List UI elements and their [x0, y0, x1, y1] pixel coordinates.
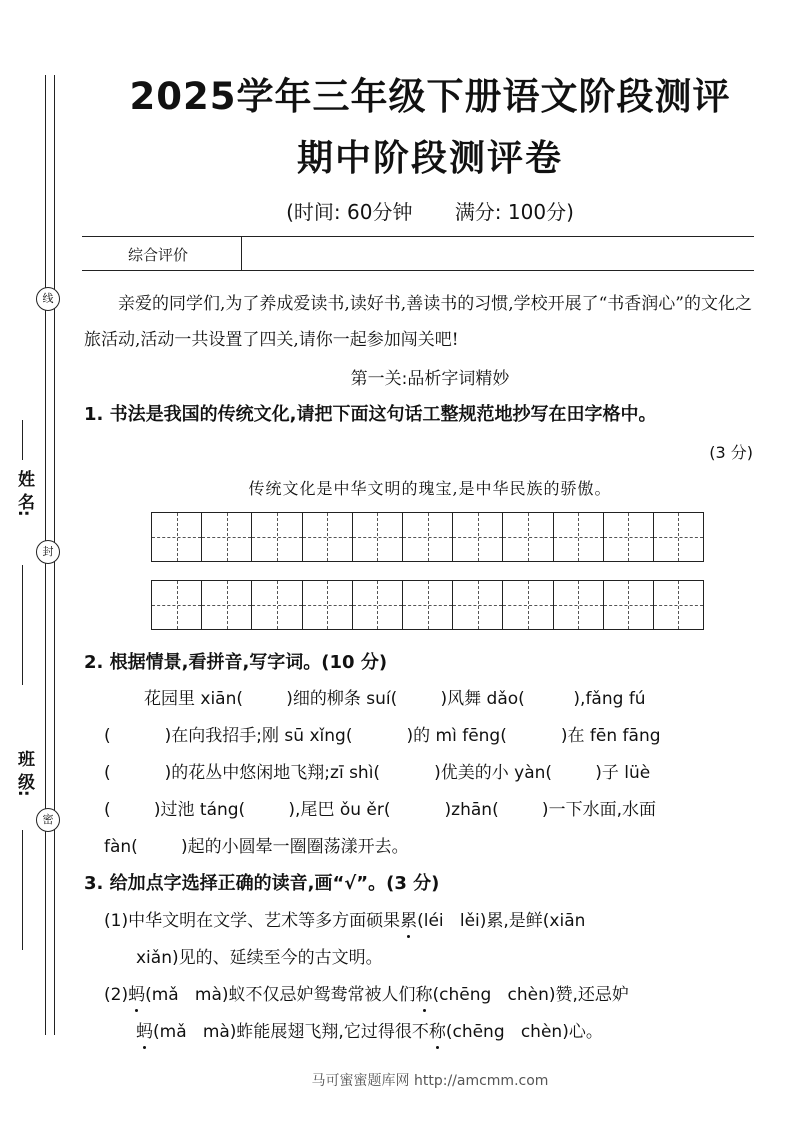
- tianzige-cell[interactable]: [654, 513, 703, 561]
- seal-mark-top: 线: [36, 287, 60, 311]
- seal-mark-middle: 封: [36, 540, 60, 564]
- exam-subtitle: 期中阶段测评卷: [296, 138, 563, 179]
- dotted-char: 蚂: [136, 1022, 153, 1042]
- tianzige-cell[interactable]: [353, 513, 403, 561]
- tianzige-cell[interactable]: [503, 581, 553, 629]
- exam-title: 2025学年三年级下册语文阶段测评: [129, 75, 731, 118]
- tianzige-cell[interactable]: [503, 513, 553, 561]
- q3-item-1-text-b: (léi lěi)累,是鲜(xiān: [417, 911, 586, 931]
- question-2: 2. 根据情景,看拼音,写字词。(10 分): [84, 652, 388, 673]
- dotted-char: 称: [415, 985, 433, 1005]
- tianzige-cell[interactable]: [252, 513, 302, 561]
- tianzige-cell[interactable]: [152, 513, 202, 561]
- tianzige-cell[interactable]: [554, 513, 604, 561]
- tianzige-cell[interactable]: [202, 513, 252, 561]
- eval-row-bottom-border: [82, 270, 754, 271]
- q2-line-3: ( )的花丛中悠闲地飞翔;zī shì( )优美的小 yàn( )子 lüè: [104, 763, 651, 783]
- dotted-char: 累: [400, 911, 418, 931]
- tianzige-cell[interactable]: [654, 581, 703, 629]
- name-label: 姓 名:: [14, 470, 34, 517]
- eval-label: 综合评价: [128, 246, 189, 264]
- q3-item-2-line-1: (2)蚂(mǎ mà)蚁不仅忌妒鸳鸯常被人们称(chēng chèn)赞,还忌妒: [104, 985, 629, 1005]
- tianzige-cell[interactable]: [453, 513, 503, 561]
- question-3: 3. 给加点字选择正确的读音,画“√”。(3 分): [84, 873, 440, 894]
- tianzige-cell[interactable]: [403, 513, 453, 561]
- tianzige-row-1[interactable]: [151, 512, 704, 562]
- tianzige-row-2[interactable]: [151, 580, 704, 630]
- q3-item-2-text-b: (chēng chèn)赞,还忌妒: [432, 985, 629, 1005]
- tianzige-cell[interactable]: [202, 581, 252, 629]
- eval-row-top-border: [82, 236, 754, 237]
- tianzige-cell[interactable]: [403, 581, 453, 629]
- exam-time: (时间: 60分钟: [286, 200, 413, 224]
- q3-item-1-line-2: xiǎn)见的、延续至今的古文明。: [136, 948, 383, 968]
- exam-time-score: [80, 196, 780, 225]
- copy-sentence: 传统文化是中华文明的瑰宝,是中华民族的骄傲。: [248, 479, 612, 498]
- tianzige-cell[interactable]: [554, 581, 604, 629]
- tianzige-cell[interactable]: [604, 581, 654, 629]
- dotted-char: 称: [428, 1022, 446, 1042]
- q2-line-5: fàn( )起的小圆晕一圈圈荡漾开去。: [104, 837, 409, 857]
- eval-row-divider: [241, 236, 242, 270]
- tianzige-cell[interactable]: [252, 581, 302, 629]
- q2-line-2: ( )在向我招手;刚 sū xǐng( )的 mì fēng( )在 fēn fāng: [104, 726, 661, 746]
- question-1: 1. 书法是我国的传统文化,请把下面这句话工整规范地抄写在田字格中。: [84, 404, 657, 425]
- q3-item-2-text-a: (mǎ mà)蚁不仅忌妒鸳鸯常被人们: [145, 985, 416, 1005]
- q2-line-1: 花园里 xiān( )细的柳条 suí( )风舞 dǎo( ),fǎng fú: [144, 689, 646, 709]
- tianzige-cell[interactable]: [353, 581, 403, 629]
- q3-item-2-text-c: (mǎ mà)蚱能展翅飞翔,它过得很不: [153, 1022, 429, 1042]
- name-write-line: [22, 565, 23, 685]
- question-1-score: (3 分): [709, 443, 753, 462]
- exam-full-score: 满分: 100分): [454, 200, 574, 224]
- dotted-char: 蚂: [128, 985, 146, 1005]
- seal-mark-bottom: 密: [36, 808, 60, 832]
- q3-item-2-line-2: [136, 1017, 603, 1042]
- section-title: 第一关:品析字词精妙: [350, 369, 510, 389]
- footer-watermark: 马可蜜蜜题库网 http://amcmm.com: [311, 1073, 549, 1089]
- intro-paragraph: 亲爱的同学们,为了养成爱读书,读好书,善读书的习惯,学校开展了“书香润心”的文化之旅活动,活动一共设置了四关,请你一起参加闯关吧!: [84, 294, 752, 350]
- tianzige-cell[interactable]: [303, 581, 353, 629]
- tianzige-cell[interactable]: [152, 581, 202, 629]
- tianzige-cell[interactable]: [303, 513, 353, 561]
- tianzige-cell[interactable]: [453, 581, 503, 629]
- class-write-line: [22, 830, 23, 950]
- q3-item-1-line-1: [104, 906, 585, 931]
- name-write-line-upper: [22, 420, 23, 460]
- class-label: 班 级:: [14, 750, 34, 797]
- q3-item-1-text-a: (1)中华文明在文学、艺术等多方面硕果: [104, 911, 401, 931]
- q2-line-4: ( )过池 táng( ),尾巴 ǒu ěr( )zhān( )一下水面,水面: [104, 800, 656, 820]
- tianzige-cell[interactable]: [604, 513, 654, 561]
- q3-item-2-text-d: (chēng chèn)心。: [445, 1022, 603, 1042]
